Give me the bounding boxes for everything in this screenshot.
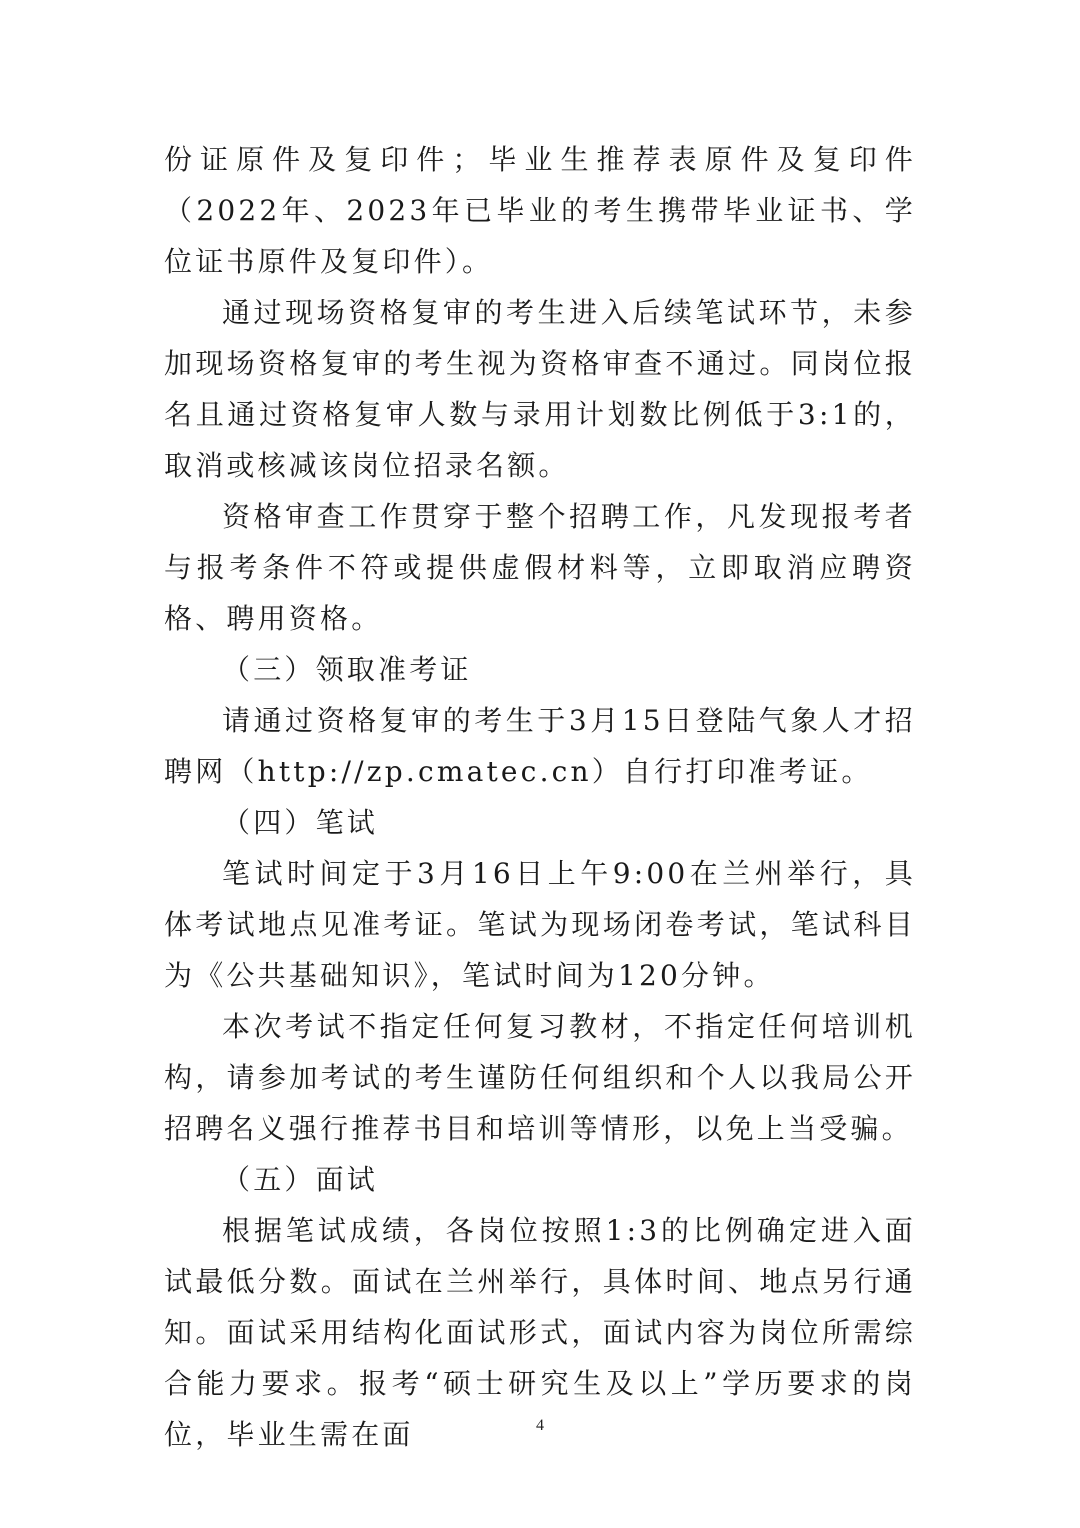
paragraph-qualification-check: 资格审查工作贯穿于整个招聘工作，凡发现报考者与报考条件不符或提供虚假材料等，立即取消应聘资格、聘用资格。 [164,500,916,635]
paragraph-print-ticket: 请通过资格复审的考生于3月15日登陆气象人才招聘网（http://zp.cmatec.cn）自行打印准考证。 [164,704,916,788]
section-heading-interview: （五）面试 [222,1163,379,1196]
paragraph-no-materials: 本次考试不指定任何复习教材，不指定任何培训机构，请参加考试的考生谨防任何组织和个人以我局公开招聘名义强行推荐书目和培训等情形，以免上当受骗。 [164,1010,916,1145]
paragraph-onsite-review: 通过现场资格复审的考生进入后续笔试环节，未参加现场资格复审的考生视为资格审查不通过。同岗位报名且通过资格复审人数与录用计划数比例低于3:1的，取消或核减该岗位招录名额。 [164,296,916,482]
paragraph-interview-details: 根据笔试成绩，各岗位按照1:3的比例确定进入面试最低分数。面试在兰州举行，具体时间、地点另行通知。面试采用结构化面试形式，面试内容为岗位所需综合能力要求。报考“硕士研究生及以上”学历要求的岗位，毕业生需在面 [164,1214,916,1451]
paragraph-id-documents: 份证原件及复印件；毕业生推荐表原件及复印件（2022年、2023年已毕业的考生携带毕业证书、学位证书原件及复印件）。 [164,143,916,278]
paragraph-exam-time: 笔试时间定于3月16日上午9:00在兰州举行，具体考试地点见准考证。笔试为现场闭卷考试，笔试科目为《公共基础知识》，笔试时间为120分钟。 [164,857,916,992]
page-number: 4 [536,1417,544,1434]
section-heading-written-exam: （四）笔试 [222,806,379,839]
section-heading-admission-ticket: （三）领取准考证 [222,653,472,686]
document-body [164,134,916,1460]
